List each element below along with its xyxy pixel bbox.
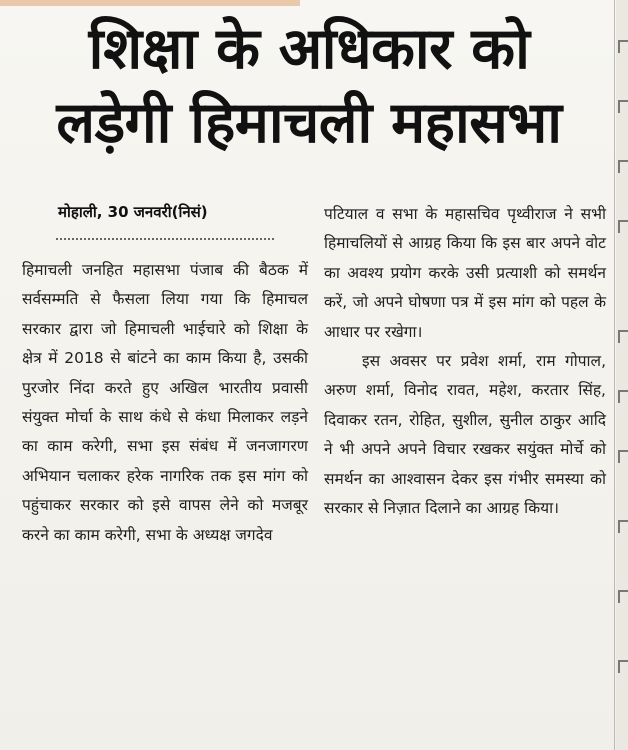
edge-glyph bbox=[618, 450, 628, 463]
edge-glyph bbox=[618, 590, 628, 603]
dateline: मोहाली, 30 जनवरी(निसं) bbox=[58, 203, 208, 221]
article-right-column bbox=[324, 200, 606, 523]
edge-glyph bbox=[618, 220, 628, 233]
right-paragraph-2: इस अवसर पर प्रवेश शर्मा, राम गोपाल, अरुण शर्मा, विनोद रावत, महेश, करतार सिंह, दिवाकर रतन, रोहित, सुशील, सुनील ठाकुर आदि ने भी अपने अपने विचार रखकर सयुंक्त मोर्चे को समर्थन का आश्वासन देकर इस गंभीर समस्या को सरकार से निज़ात दिलाने का आग्रह किया। bbox=[324, 352, 606, 518]
edge-glyph bbox=[618, 40, 628, 53]
edge-glyph bbox=[618, 100, 628, 113]
edge-glyph bbox=[618, 520, 628, 533]
article-left-column bbox=[22, 256, 308, 550]
edge-glyph bbox=[618, 330, 628, 343]
edge-glyph bbox=[618, 660, 628, 673]
headline bbox=[14, 12, 604, 160]
right-paragraph-1: पटियाल व सभा के महासचिव पृथ्वीराज ने सभी हिमाचलियों से आग्रह किया कि इस बार अपने वोट का अवश्य प्रयोग करके उसी प्रत्याशी को समर्थन करें, जो अपने घोषणा पत्र में इस मांग को पहल के आधार पर रखेगा। bbox=[324, 205, 606, 341]
left-column-text: हिमाचली जनहित महासभा पंजाब की बैठक में सर्वसम्मति से फैसला लिया गया कि हिमाचल सरकार द्वारा जो हिमाचली भाईचारे को शिक्षा के क्षेत्र में 2018 से बांटने का काम किया है, उसकी पुरजोर निंदा करते हुए अखिल भारतीय प्रवासी संयुक्त मोर्चा के साथ कंधे से कंधा मिलाकर लड़ने का काम करेगी, सभा इस संबंध में जनजागरण अभियान चलाकर हरेक नागरिक तक इस मांग को पहुंचाकर सरकार को इसे वापस लेने को मजबूर करने का काम करेगी, सभा के अध्यक्ष जगदेव bbox=[22, 261, 308, 544]
dateline-separator bbox=[56, 238, 274, 240]
edge-glyph bbox=[618, 390, 628, 403]
column-rule bbox=[614, 0, 615, 750]
edge-glyph bbox=[618, 160, 628, 173]
headline-line-1: शिक्षा के अधिकार को bbox=[88, 16, 530, 82]
top-paper-strip bbox=[0, 0, 300, 6]
adjacent-article-edge bbox=[616, 0, 628, 750]
headline-line-2: लड़ेगी हिमाचली महासभा bbox=[56, 90, 562, 156]
